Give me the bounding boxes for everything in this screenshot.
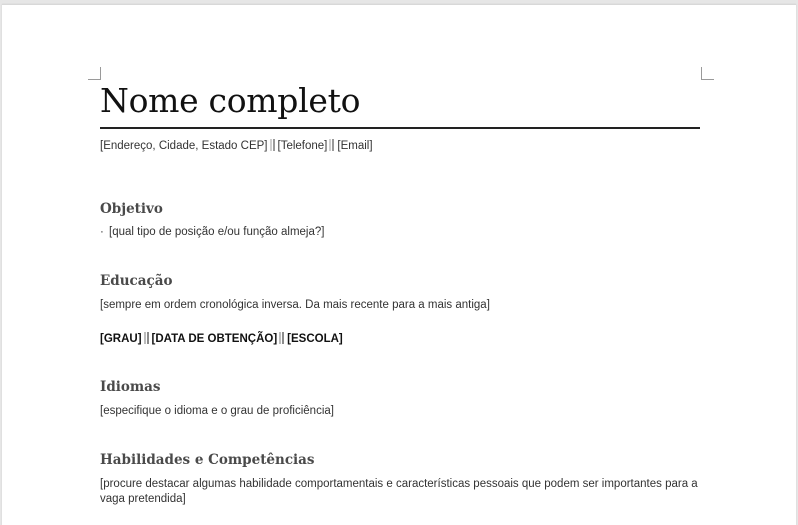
education-entry[interactable] — [100, 332, 343, 345]
field-separator — [329, 139, 335, 151]
languages-text[interactable]: [especifique o idioma e o grau de proficiência] — [100, 405, 334, 417]
contact-line[interactable] — [100, 139, 373, 152]
section-heading-education[interactable]: Educação — [100, 273, 173, 289]
contact-phone[interactable]: [Telefone] — [277, 140, 328, 152]
contact-address[interactable]: [Endereço, Cidade, Estado CEP] — [100, 140, 268, 152]
section-heading-objective[interactable]: Objetivo — [100, 201, 163, 217]
education-degree[interactable]: [GRAU] — [100, 333, 142, 345]
section-heading-skills[interactable]: Habilidades e Competências — [100, 452, 315, 468]
field-separator — [279, 332, 285, 344]
margin-corner-top-right — [701, 67, 714, 80]
field-separator — [144, 332, 150, 344]
document-content[interactable] — [100, 77, 702, 505]
title-underline — [100, 127, 700, 129]
section-heading-languages[interactable]: Idiomas — [100, 379, 161, 395]
contact-email[interactable]: [Email] — [337, 140, 373, 152]
full-name-title[interactable]: Nome completo — [100, 81, 361, 120]
skills-text[interactable]: [procure destacar algumas habilidade comportamentais e características pessoais que podem ser importantes para a vaga pretendida] — [100, 478, 698, 505]
education-school[interactable]: [ESCOLA] — [287, 333, 343, 345]
document-page[interactable] — [2, 4, 796, 525]
field-separator — [270, 139, 276, 151]
bullet-glyph: · — [100, 226, 104, 238]
education-note[interactable]: [sempre em ordem cronológica inversa. Da mais recente para a mais antiga] — [100, 299, 490, 311]
education-date[interactable]: [DATA DE OBTENÇÃO] — [151, 333, 278, 345]
objective-list-item[interactable] — [100, 226, 324, 238]
objective-text[interactable]: [qual tipo de posição e/ou função almeja?] — [109, 226, 325, 238]
